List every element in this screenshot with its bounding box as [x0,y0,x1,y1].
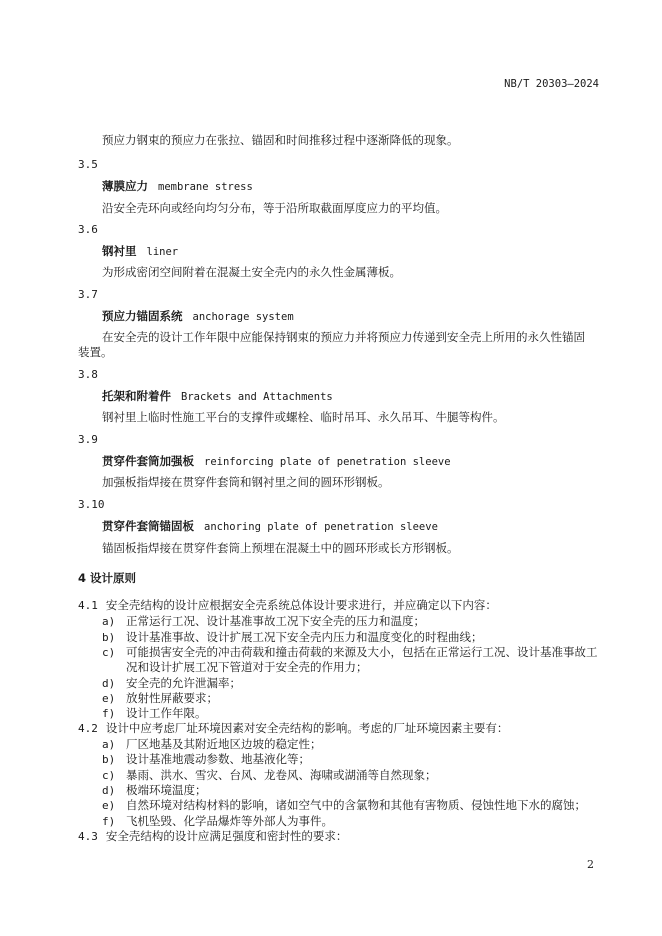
term-title-cn: 贯穿件套筒锚固板 [102,519,194,533]
term-title-cn: 贯穿件套筒加强板 [102,454,194,468]
list-item-text: 设计基准事故、设计扩展工况下安全壳内压力和温度变化的时程曲线； [126,630,483,644]
term-number: 3.8 [78,368,98,381]
list-item-label: c) [102,769,116,782]
clause-text: 安全壳结构的设计应根据安全壳系统总体设计要求进行，并应确定以下内容： [105,598,497,612]
term-number: 3.6 [78,223,98,236]
term-title [102,389,333,405]
term-title-en: liner [146,246,179,258]
list-item [102,676,241,691]
term-title [102,454,451,470]
list-item-text: 暴雨、洪水、雪灾、台风、龙卷风、海啸或湖涌等自然现象； [126,768,437,782]
page-header-code: NB/T 20303—2024 [504,78,599,90]
list-item-label: b) [102,631,116,644]
list-item [102,768,437,783]
list-item-text: 安全壳的允许泄漏率； [126,676,241,690]
term-definition: 在安全壳的设计工作年限中应能保持钢束的预应力并将预应力传递到安全壳上所用的永久性锚固 [102,330,585,344]
clause-number: 4.2 [78,722,98,735]
list-item-text: 可能损害安全壳的冲击荷载和撞击荷载的来源及大小，包括在正常运行工况、设计基准事故工 [126,645,598,659]
list-item [102,783,207,798]
clause-4-2 [78,721,508,736]
list-item-label: d) [102,784,116,797]
list-item-label: d) [102,677,116,690]
term-title-cn: 薄膜应力 [102,179,148,193]
list-item-label: a) [102,738,116,751]
term-definition: 为形成密闭空间附着在混凝土安全壳内的永久性金属薄板。 [102,265,401,279]
list-item-text: 极端环境温度； [126,783,207,797]
term-definition-continued: 装置。 [78,345,113,359]
clause-4-3 [78,829,347,844]
list-item [102,691,218,706]
clause-text: 设计中应考虑厂址环境因素对安全壳结构的影响。考虑的厂址环境因素主要有： [105,721,509,735]
clause-4-1 [78,598,497,613]
list-item [102,645,598,660]
term-title [102,244,178,260]
term-definition: 加强板指焊接在贯穿件套筒和钢衬里之间的圆环形钢板。 [102,475,390,489]
list-item-text: 厂区地基及其附近地区边坡的稳定性； [126,737,322,751]
term-title-en: anchorage system [192,311,294,323]
section-heading: 4 设计原则 [78,571,137,585]
list-item-label: c) [102,646,116,659]
list-item [102,752,310,767]
term-title-cn: 预应力锚固系统 [102,309,183,323]
list-item-continued: 况和设计扩展工况下管道对于安全壳的作用力； [126,660,368,674]
clause-number: 4.3 [78,830,98,843]
list-item-text: 放射性屏蔽要求； [126,691,218,705]
term-definition: 钢衬里上临时性施工平台的支撑件或螺栓、临时吊耳、永久吊耳、牛腿等构件。 [102,410,505,424]
list-item-text: 设计基准地震动参数、地基液化等； [126,752,310,766]
list-item-label: e) [102,799,116,812]
term-title [102,309,294,325]
list-item-text: 自然环境对结构材料的影响，诸如空气中的含氯物和其他有害物质、侵蚀性地下水的腐蚀； [126,798,586,812]
list-item-text: 飞机坠毁、化学品爆炸等外部人为事件。 [126,814,333,828]
term-definition: 预应力钢束的预应力在张拉、锚固和时间推移过程中逐渐降低的现象。 [102,133,459,147]
list-item [102,798,586,813]
term-title-cn: 托架和附着件 [102,389,171,403]
term-number: 3.10 [78,498,105,511]
term-title-en: membrane stress [158,181,253,193]
list-item-label: f) [102,815,116,828]
term-title [102,519,438,535]
clause-text: 安全壳结构的设计应满足强度和密封性的要求： [105,829,348,843]
list-item-label: a) [102,615,116,628]
term-title [102,179,253,195]
clause-number: 4.1 [78,599,98,612]
term-definition: 锚固板指焊接在贯穿件套筒上预埋在混凝土中的圆环形或长方形钢板。 [102,541,459,555]
term-number: 3.9 [78,433,98,446]
list-item-label: e) [102,692,116,705]
list-item [102,737,322,752]
page-number: 2 [587,858,594,871]
term-number: 3.5 [78,158,98,171]
term-definition: 沿安全壳环向或经向均匀分布，等于沿所取截面厚度应力的平均值。 [102,201,447,215]
term-title-en: reinforcing plate of penetration sleeve [204,456,451,468]
list-item [102,706,207,721]
list-item-text: 设计工作年限。 [126,706,207,720]
term-number: 3.7 [78,288,98,301]
list-item-text: 正常运行工况、设计基准事故工况下安全壳的压力和温度； [126,614,425,628]
term-title-en: Brackets and Attachments [181,391,333,403]
list-item-label: b) [102,753,116,766]
list-item-label: f) [102,707,116,720]
term-title-en: anchoring plate of penetration sleeve [204,521,438,533]
list-item [102,814,333,829]
term-title-cn: 钢衬里 [102,244,137,258]
list-item [102,614,425,629]
list-item [102,630,483,645]
